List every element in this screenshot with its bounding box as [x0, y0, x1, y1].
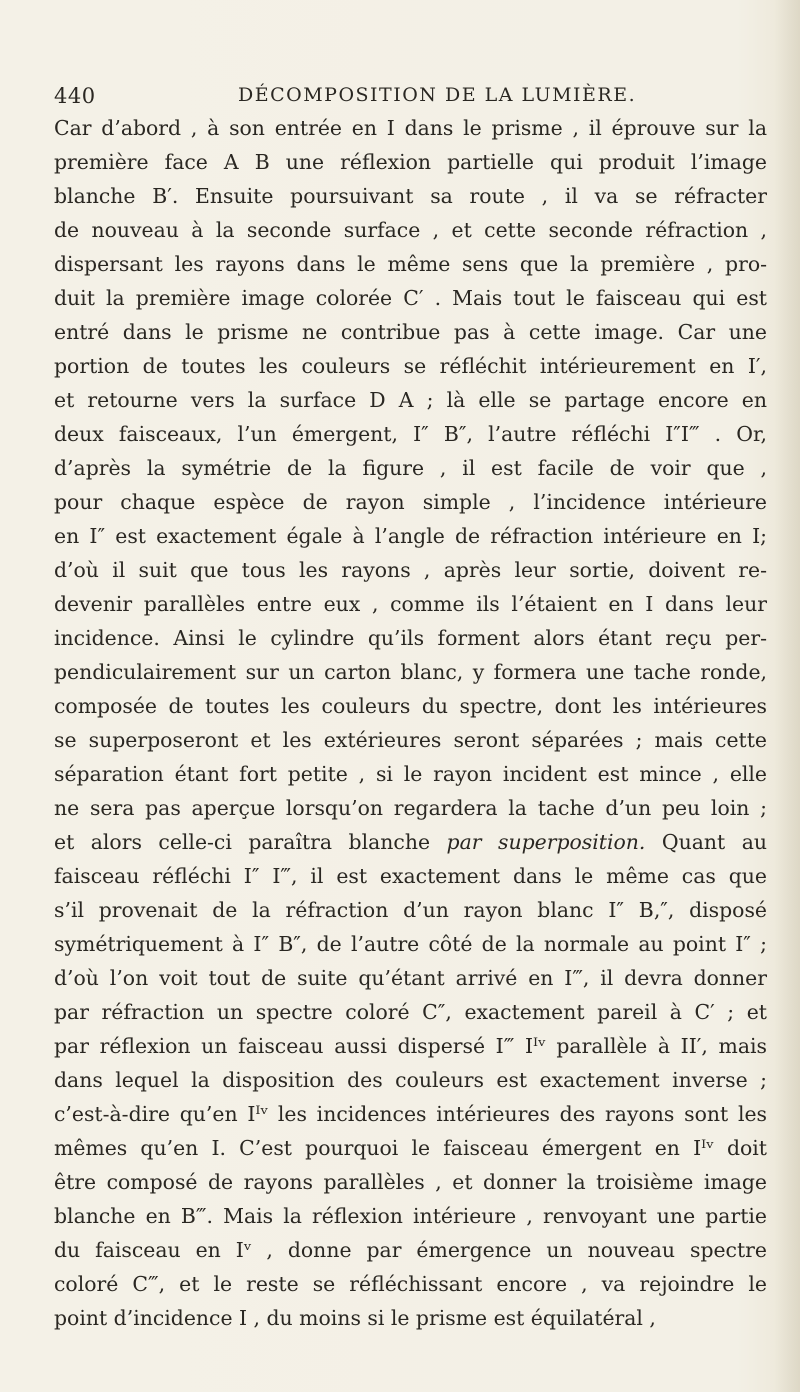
text-line: incidence. Ainsi le cylindre qu’ils forment alors étant reçu per- [54, 626, 767, 650]
text-line: entré dans le prisme ne contribue pas à cette image. Car une [54, 320, 767, 344]
text-line: d’où il suit que tous les rayons , après leur sortie, doivent re- [54, 558, 767, 582]
text-line: point d’incidence I , du moins si le prisme est équilatéral , [54, 1306, 656, 1330]
running-title: DÉCOMPOSITION DE LA LUMIÈRE. [238, 84, 637, 106]
text-line: mêmes qu’en I. C’est pourquoi le faisceau émergent en Iᴵᵛ doit [54, 1136, 767, 1160]
text-line: c’est-à-dire qu’en Iᴵᵛ les incidences intérieures des rayons sont les [54, 1102, 767, 1126]
text-line: blanche B′. Ensuite poursuivant sa route , il va se réfracter [54, 184, 767, 208]
text-line: du faisceau en Iᵛ , donne par émergence un nouveau spectre [54, 1238, 767, 1262]
text-line: se superposeront et les extérieures seront séparées ; mais cette [54, 728, 767, 752]
text-line: portion de toutes les couleurs se réfléchit intérieurement en I′, [54, 354, 767, 378]
text-line: première face A B une réflexion partielle qui produit l’image [54, 150, 767, 174]
page-number: 440 [54, 84, 96, 108]
text-line: pendiculairement sur un carton blanc, y formera une tache ronde, [54, 660, 767, 684]
text-line: pour chaque espèce de rayon simple , l’incidence intérieure [54, 490, 767, 514]
text-line: devenir parallèles entre eux , comme ils l’étaient en I dans leur [54, 592, 767, 616]
text-line: par réfraction un spectre coloré C″, exactement pareil à C′ ; et [54, 1000, 767, 1024]
text-line: dispersant les rayons dans le même sens que la première , pro- [54, 252, 767, 276]
text-line: deux faisceaux, l’un émergent, I″ B″, l’autre réfléchi I″I‴ . Or, [54, 422, 767, 446]
text-line: d’où l’on voit tout de suite qu’étant arrivé en I‴, il devra donner [54, 966, 767, 990]
text-line: par réflexion un faisceau aussi dispersé I‴ Iᴵᵛ parallèle à II′, mais [54, 1034, 767, 1058]
text-line-start: et alors celle-ci paraîtra blanche [54, 830, 431, 854]
text-line: en I″ est exactement égale à l’angle de réfraction intérieure en I; [54, 524, 767, 548]
page-edge-shading [774, 0, 800, 1392]
text-line: dans lequel la disposition des couleurs est exactement inverse ; [54, 1068, 767, 1092]
text-line-end: Quant au [661, 830, 768, 854]
text-line: faisceau réfléchi I″ I‴, il est exactement dans le même cas que [54, 864, 767, 888]
running-head [54, 80, 754, 112]
text-line-with-italic [54, 825, 767, 859]
text-line: composée de toutes les couleurs du spectre, dont les intérieures [54, 694, 767, 718]
body-text [54, 111, 767, 1335]
text-line: blanche en B‴. Mais la réflexion intérieure , renvoyant une partie [54, 1204, 767, 1228]
text-line: coloré C‴, et le reste se réfléchissant encore , va rejoindre le [54, 1272, 767, 1296]
text-line: Car d’abord , à son entrée en I dans le prisme , il éprouve sur la [54, 116, 767, 140]
italic-phrase: par superposition. [446, 830, 646, 854]
text-line: d’après la symétrie de la figure , il est facile de voir que , [54, 456, 767, 480]
text-line: séparation étant fort petite , si le rayon incident est mince , elle [54, 762, 767, 786]
text-line: duit la première image colorée C′ . Mais tout le faisceau qui est [54, 286, 767, 310]
text-line: ne sera pas aperçue lorsqu’on regardera la tache d’un peu loin ; [54, 796, 767, 820]
text-line: s’il provenait de la réfraction d’un rayon blanc I″ B‚″, disposé [54, 898, 767, 922]
text-line: être composé de rayons parallèles , et donner la troisième image [54, 1170, 767, 1194]
text-line: symétriquement à I″ B″, de l’autre côté de la normale au point I″ ; [54, 932, 767, 956]
text-line: de nouveau à la seconde surface , et cette seconde réfraction , [54, 218, 767, 242]
text-line: et retourne vers la surface D A ; là elle se partage encore en [54, 388, 767, 412]
